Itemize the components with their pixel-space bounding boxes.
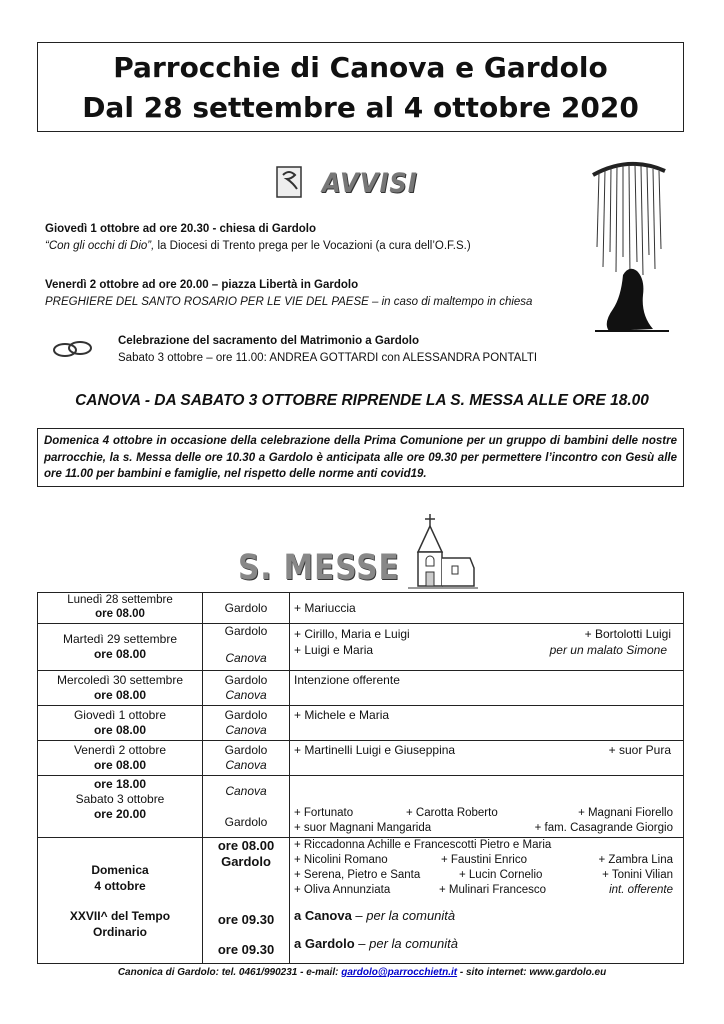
table-row (38, 838, 684, 964)
page-dates: Dal 28 settembre al 4 ottobre 2020 (82, 91, 639, 124)
notice-2 (45, 277, 532, 311)
day-label: Venerdì 2 ottobre (73, 743, 167, 757)
footer-website: - sito internet: www.gardolo.eu (457, 967, 607, 978)
mass-intention: + Nicolini Romano (294, 854, 388, 866)
mass-time: ore 08.00 (217, 838, 275, 853)
mass-place: Gardolo (221, 854, 271, 869)
notice-icon (273, 163, 307, 201)
mass-intention: + Bortolotti Luigi (584, 627, 671, 641)
day-label: Lunedì 28 settembre (67, 594, 173, 606)
table-row (38, 624, 684, 671)
mass-intention: int. offerente (609, 884, 673, 896)
mass-place: a Gardolo (294, 936, 355, 951)
mass-place: Gardolo (224, 815, 268, 829)
day-label: Mercoledì 30 settembre (56, 673, 184, 687)
notice-2-text: PREGHIERE DEL SANTO ROSARIO PER LE VIE DEL PAESE – in caso di maltempo in chiesa (45, 296, 533, 308)
mass-intention: + Oliva Annunziata (294, 884, 391, 896)
mass-time: ore 08.00 (95, 608, 145, 620)
wedding-text: Sabato 3 ottobre – ore 11.00: ANDREA GOTTARDI con ALESSANDRA PONTALTI (118, 352, 538, 364)
canova-banner: CANOVA - DA SABATO 3 OTTOBRE RIPRENDE LA S. MESSA ALLE ORE 18.00 (75, 392, 649, 409)
mass-intention: + Carotta Roberto (406, 807, 498, 819)
page-title: Parrocchie di Canova e Gardolo (113, 51, 608, 84)
notice-1 (45, 221, 471, 255)
notice-1-heading: Giovedì 1 ottobre ad ore 20.30 - chiesa di Gardolo (45, 223, 316, 235)
mass-time: ore 08.00 (93, 758, 147, 772)
mass-intention: + Mulinari Francesco (439, 884, 547, 896)
mass-time: ore 08.00 (93, 647, 147, 661)
mass-intention: + Zambra Lina (598, 854, 673, 866)
avvisi-title: AVVISI (322, 168, 418, 199)
mass-intention: + Fortunato (294, 807, 354, 819)
mass-schedule-table (37, 592, 684, 964)
mass-place: Canova (225, 758, 267, 772)
mass-intention: + Mariuccia (290, 593, 684, 624)
mass-time: ore 09.30 (217, 912, 275, 927)
mass-time: ore 08.00 (93, 723, 147, 737)
mass-place: Gardolo (203, 593, 290, 624)
mass-intention: + Martinelli Luigi e Giuseppina (294, 743, 456, 757)
mass-intention: + Faustini Enrico (441, 854, 527, 866)
notice-2-heading: Venerdì 2 ottobre ad ore 20.00 – piazza Libertà in Gardolo (45, 279, 359, 291)
mass-place: Canova (225, 688, 267, 702)
mass-intention: + Lucin Cornelio (459, 869, 543, 881)
mass-place: Gardolo (224, 743, 268, 757)
mass-intention: – per la comunità (351, 908, 456, 923)
feast-label: XXVII^ del Tempo (69, 908, 171, 923)
mass-intention: + suor Magnani Mangarida (294, 822, 432, 834)
day-label: Martedì 29 settembre (62, 632, 178, 646)
email-link[interactable]: gardolo@parrocchietn.it (341, 967, 458, 978)
day-label: Sabato 3 ottobre (75, 792, 165, 806)
day-label: Domenica (91, 862, 149, 877)
mass-intention: + Riccadonna Achille e Francescotti Pietro e Maria (294, 839, 552, 851)
mass-place: Canova (225, 651, 267, 665)
mass-place: Canova (225, 723, 267, 737)
table-row (38, 593, 684, 624)
mass-intention: + Serena, Pietro e Santa (294, 869, 421, 881)
wedding-heading: Celebrazione del sacramento del Matrimonio a Gardolo (118, 335, 419, 347)
table-row (38, 741, 684, 776)
footer-contact: Canonica di Gardolo: tel. 0461/990231 - e-mail: (117, 967, 342, 978)
mass-time: ore 08.00 (93, 688, 147, 702)
table-row (38, 706, 684, 741)
mass-time: ore 20.00 (93, 807, 147, 821)
mass-intention: + Michele e Maria (290, 706, 684, 741)
mass-intention: + Cirillo, Maria e Luigi (294, 627, 410, 641)
mass-place: Gardolo (224, 624, 268, 638)
mass-place: a Canova (294, 908, 352, 923)
mass-intention: – per la comunità (354, 936, 459, 951)
mass-intention: + suor Pura (608, 743, 671, 757)
communion-box: Domenica 4 ottobre in occasione della celebrazione della Prima Comunione per un gruppo di bambini delle nostre parrocchie, la s. Messa delle ore 10.30 a Gardolo è anticipata alle ore 09.30 per permettere l’incontro con Gesù alle ore 11.00 per bambini e famiglie, nel rispetto delle norme anti covid19. (37, 428, 684, 487)
mass-intention: + Luigi e Maria (294, 643, 374, 657)
wedding-rings-icon (50, 338, 96, 358)
praying-figure-icon (585, 157, 673, 337)
notice-1-quote: “Con gli occhi di Dio”, (45, 240, 155, 252)
table-row (38, 671, 684, 706)
day-label: 4 ottobre (94, 878, 146, 893)
wedding-notice (118, 333, 537, 367)
mass-place: Gardolo (224, 673, 268, 687)
footer (0, 967, 724, 978)
mass-place: Canova (225, 784, 267, 798)
mass-intention: + Tonini Vilian (602, 869, 673, 881)
mass-intention: + fam. Casagrande Giorgio (534, 822, 673, 834)
day-label: Giovedì 1 ottobre (73, 708, 167, 722)
notice-1-text: la Diocesi di Trento prega per le Vocazioni (a cura dell’O.F.S.) (154, 240, 471, 252)
church-icon (408, 512, 478, 590)
mass-intention: Intenzione offerente (290, 671, 684, 706)
mass-time: ore 09.30 (217, 942, 275, 957)
header-box (37, 42, 684, 132)
mass-intention: + Magnani Fiorello (578, 807, 673, 819)
messe-title: S. MESSE (238, 548, 400, 588)
feast-label: Ordinario (92, 924, 147, 939)
mass-intention: per un malato Simone (549, 643, 667, 657)
mass-time: ore 18.00 (93, 777, 147, 791)
table-row (38, 776, 684, 838)
mass-place: Gardolo (224, 708, 268, 722)
